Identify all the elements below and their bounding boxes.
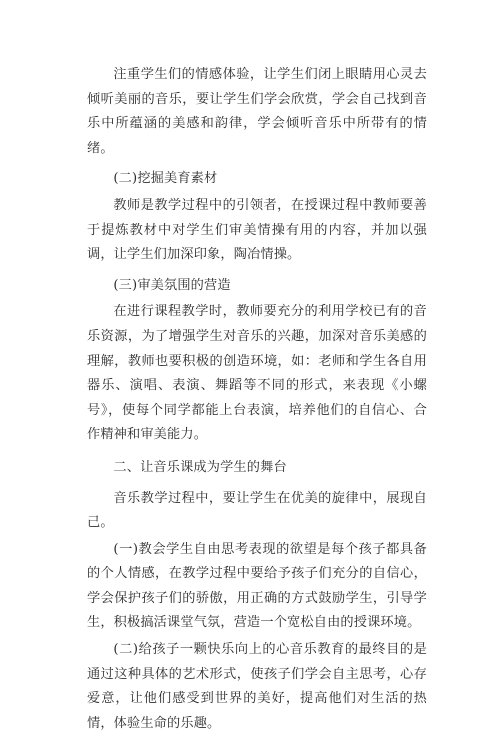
paragraph-1: 注重学生们的情感体验，让学生们闭上眼睛用心灵去倾听美丽的音乐，要让学生们学会欣赏，学会自己找到音乐中所蕴涵的美感和韵律，学会倾听音乐中所带有的情绪。 [87,67,427,156]
paragraph-6: (二)给孩子一颗快乐向上的心音乐教育的最终目的是通过这种具体的艺术形式，使孩子们学会自主思考，心存爱意，让他们感受到世界的美好，提高他们对生活的热情，体验生命的乐趣。 [87,642,427,731]
paragraph-5: (一)教会学生自由思考表现的欲望是每个孩子都具备的个人情感，在教学过程中要给予孩子们充分的自信心，学会保护孩子们的骄傲，用正确的方式鼓励学生，引导学生，积极搞活课堂气氛，营造一个宽松自由的授课环境。 [87,541,427,631]
section-heading-3: (三)审美氛围的营造 [113,277,231,293]
paragraph-4: 音乐教学过程中，要让学生在优美的旋律中，展现自己。 [87,490,427,531]
chapter-heading-2: 二、让音乐课成为学生的舞台 [113,459,287,475]
paragraph-3: 在进行课程教学时，教师要充分的利用学校已有的音乐资源，为了增强学生对音乐的兴趣，加深对音乐美感的理解，教师也要积极的创造环境，如：老师和学生各自用器乐、演唱、表演、舞蹈等不同的形式，来表现《小螺号》，使每个同学都能上台表演，培养他们的自信心、合作精神和审美能力。 [87,304,427,443]
paragraph-2: 教师是教学过程中的引领者，在授课过程中教师要善于提炼教材中对学生们审美情操有用的内容，并加以强调，让学生们加深印象，陶冶情操。 [87,197,427,263]
section-heading-2: (二)挖掘美育素材 [113,171,218,187]
document-body [87,63,427,736]
